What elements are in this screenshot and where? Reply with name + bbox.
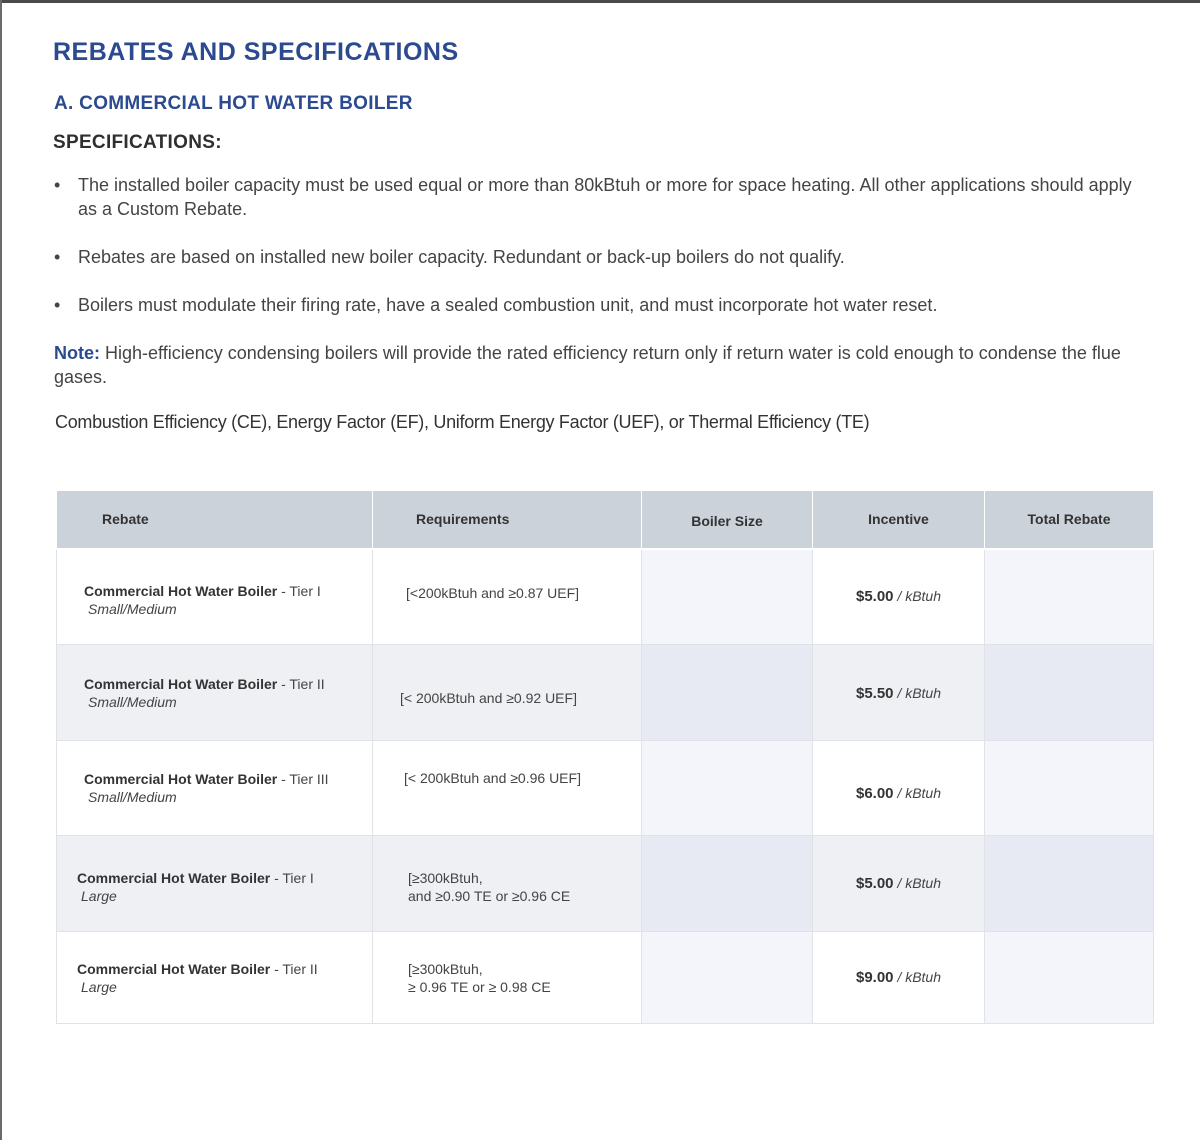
rebate-name: Commercial Hot Water Boiler — [84, 771, 278, 787]
boiler-size-input[interactable] — [642, 645, 813, 741]
specifications-label: SPECIFICATIONS: — [53, 132, 222, 153]
incentive-unit: / kBtuh — [893, 784, 941, 801]
spec-bullet-text: The installed boiler capacity must be used equal or more than 80kBtuh or more for space heating. All other applications should apply as a Custom Rebate. — [78, 175, 1132, 219]
section-title: A. COMMERCIAL HOT WATER BOILER — [54, 93, 413, 114]
rebate-tier: - Tier I — [277, 582, 321, 599]
bullet-dot: • — [54, 175, 61, 195]
rebate-table — [56, 490, 1154, 1024]
table-row — [57, 645, 1154, 741]
requirement-line: [< 200kBtuh and ≥0.96 UEF] — [404, 770, 581, 786]
left-border — [0, 0, 2, 1140]
requirements-cell — [373, 932, 642, 1024]
requirements-cell — [373, 741, 642, 836]
boiler-size-input[interactable] — [642, 741, 813, 836]
incentive-cell — [813, 645, 985, 741]
spec-bullet-text: Boilers must modulate their firing rate, have a sealed combustion unit, and must incorporate hot water reset. — [78, 295, 938, 315]
rebate-tier: - Tier I — [270, 869, 314, 886]
incentive-cell — [813, 549, 985, 645]
incentive-unit: / kBtuh — [893, 588, 941, 605]
requirement-line: [< 200kBtuh and ≥0.92 UEF] — [400, 689, 577, 706]
spec-bullet-2 — [54, 245, 1144, 269]
rebate-tier: - Tier II — [277, 675, 325, 692]
bullet-dot: • — [54, 295, 61, 315]
table-row — [57, 741, 1154, 836]
incentive-amount: $9.00 — [855, 969, 894, 986]
incentive-amount: $5.50 — [855, 685, 894, 702]
rebate-size: Large — [81, 887, 117, 904]
note-label: Note: — [54, 343, 100, 363]
total-rebate-input[interactable] — [985, 741, 1154, 836]
requirement-line: [≥300kBtuh, — [408, 869, 483, 886]
rebate-tier: - Tier II — [270, 960, 318, 977]
top-border — [0, 0, 1200, 3]
rebate-cell — [57, 549, 373, 645]
boiler-size-input[interactable] — [642, 549, 813, 645]
efficiency-definition: Combustion Efficiency (CE), Energy Factor (EF), Uniform Energy Factor (UEF), or Thermal Efficiency (TE) — [55, 412, 870, 432]
requirement-line: and ≥0.90 TE or ≥0.96 CE — [408, 887, 571, 904]
header-total-rebate: Total Rebate — [985, 491, 1154, 549]
requirements-cell — [373, 549, 642, 645]
header-incentive: Incentive — [813, 491, 985, 549]
requirements-cell — [373, 836, 642, 932]
header-boiler-size: Boiler Size — [642, 491, 813, 549]
rebate-cell — [57, 836, 373, 932]
table-header-row — [57, 491, 1154, 549]
incentive-amount: $6.00 — [855, 784, 894, 802]
rebate-cell — [57, 932, 373, 1024]
requirement-line: ≥ 0.96 TE or ≥ 0.98 CE — [408, 978, 551, 995]
bullet-dot: • — [54, 247, 61, 267]
note-paragraph — [54, 341, 1134, 389]
rebate-name: Commercial Hot Water Boiler — [84, 675, 278, 692]
table-row — [57, 836, 1154, 932]
rebate-size: Small/Medium — [88, 600, 177, 617]
rebate-name: Commercial Hot Water Boiler — [84, 582, 278, 599]
incentive-cell — [813, 741, 985, 836]
rebate-size: Small/Medium — [88, 693, 177, 710]
total-rebate-input[interactable] — [985, 932, 1154, 1024]
rebate-name: Commercial Hot Water Boiler — [77, 869, 271, 886]
page-title: REBATES AND SPECIFICATIONS — [53, 38, 459, 66]
spec-bullet-text: Rebates are based on installed new boiler capacity. Redundant or back-up boilers do not qualify. — [78, 247, 845, 267]
table-row — [57, 549, 1154, 645]
rebate-size: Large — [81, 978, 117, 995]
incentive-amount: $5.00 — [855, 875, 894, 892]
requirement-line: [≥300kBtuh, — [408, 960, 483, 977]
rebate-cell — [57, 645, 373, 741]
incentive-unit: / kBtuh — [893, 875, 941, 891]
incentive-unit: / kBtuh — [893, 685, 941, 701]
requirements-cell — [373, 645, 642, 741]
note-text: High-efficiency condensing boilers will provide the rated efficiency return only if return water is cold enough to condense the flue gases. — [54, 343, 1121, 387]
incentive-cell — [813, 932, 985, 1024]
requirement-line: [<200kBtuh and ≥0.87 UEF] — [406, 584, 580, 601]
rebate-size: Small/Medium — [88, 789, 177, 805]
spec-bullet-1 — [54, 173, 1144, 221]
rebate-tier: - Tier III — [277, 771, 329, 787]
incentive-cell — [813, 836, 985, 932]
rebate-cell — [57, 741, 373, 836]
header-requirements: Requirements — [373, 491, 642, 549]
header-rebate: Rebate — [57, 491, 373, 549]
boiler-size-input[interactable] — [642, 836, 813, 932]
table-row — [57, 932, 1154, 1024]
total-rebate-input[interactable] — [985, 645, 1154, 741]
rebate-name: Commercial Hot Water Boiler — [77, 960, 271, 977]
incentive-amount: $5.00 — [855, 588, 894, 606]
total-rebate-input[interactable] — [985, 836, 1154, 932]
boiler-size-input[interactable] — [642, 932, 813, 1024]
spec-bullet-3 — [54, 293, 1144, 317]
incentive-unit: / kBtuh — [893, 969, 941, 985]
total-rebate-input[interactable] — [985, 549, 1154, 645]
